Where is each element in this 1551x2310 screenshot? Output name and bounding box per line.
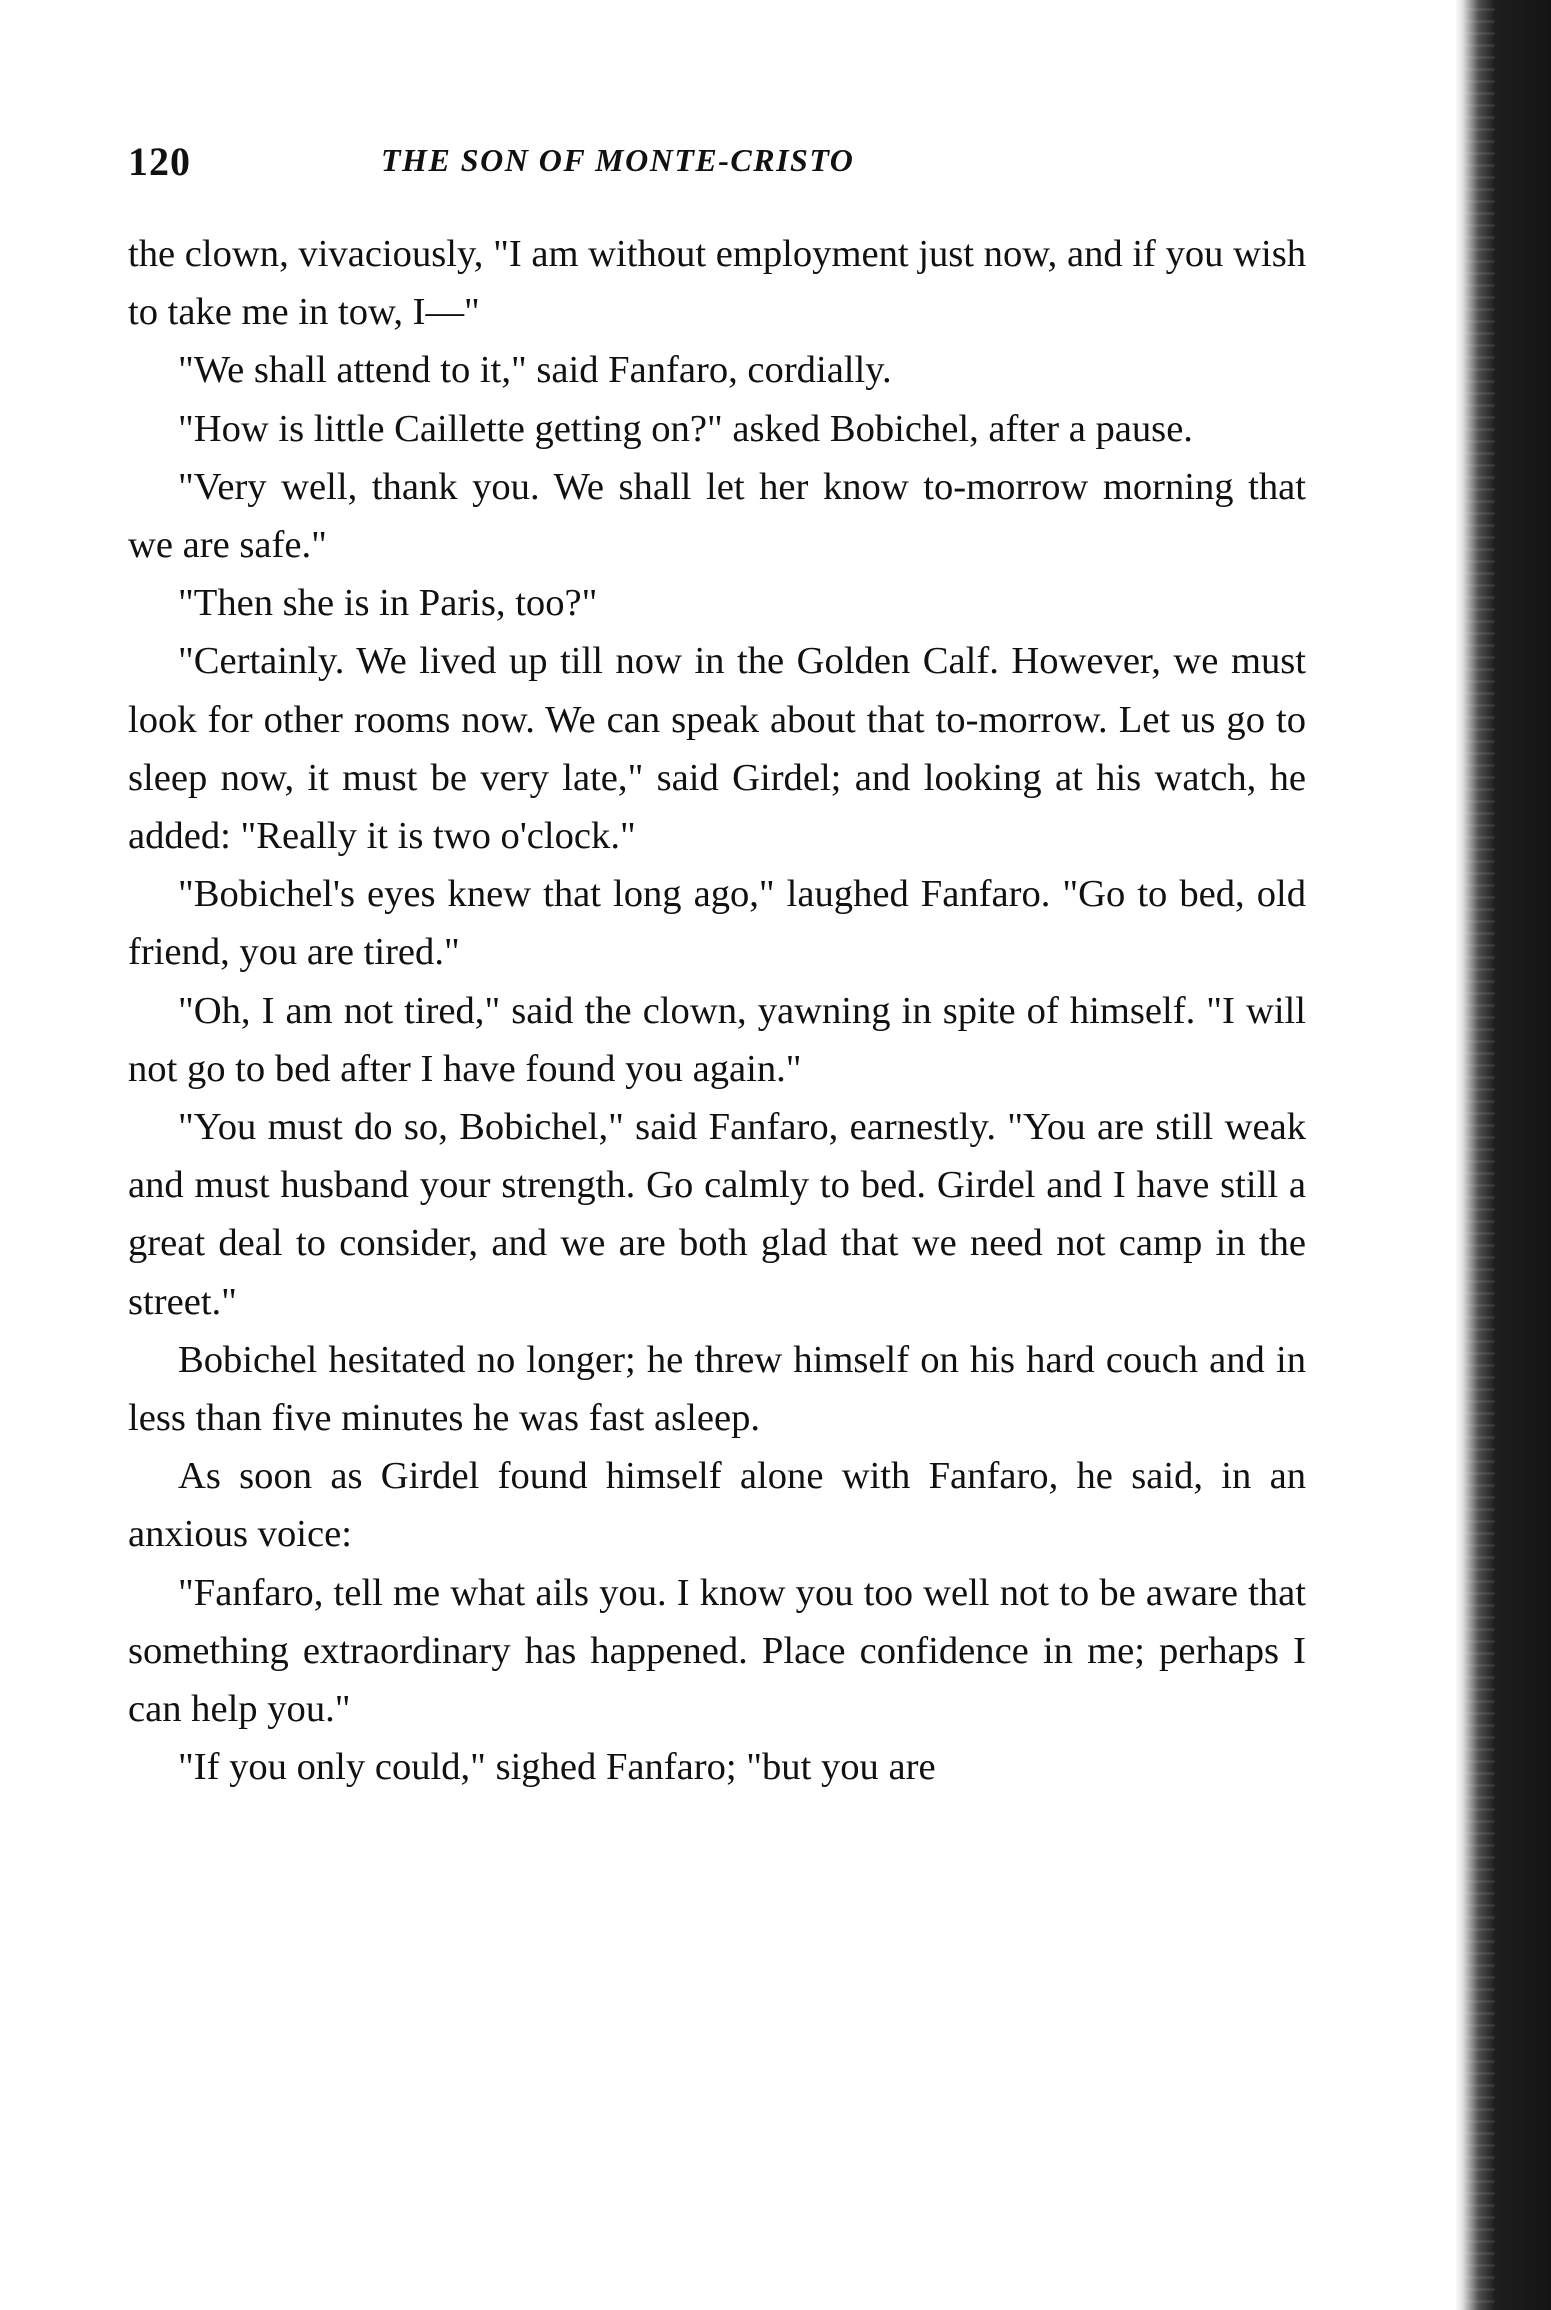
page-body (128, 225, 1306, 1796)
paragraph: "Fanfaro, tell me what ails you. I know you too well not to be aware that something extraordinary has happened. Place confidence in me; perhaps I can help you." (128, 1571, 1306, 1731)
scan-shadow-edge (1455, 0, 1551, 2310)
running-title: THE SON OF MONTE-CRISTO (381, 142, 855, 178)
page-header (128, 138, 1308, 186)
paragraph: Bobichel hesitated no longer; he threw himself on his hard couch and in less than five minutes he was fast asleep. (128, 1338, 1306, 1440)
paragraph: As soon as Girdel found himself alone with Fanfaro, he said, in an anxious voice: (128, 1455, 1306, 1556)
paragraph: "Then she is in Paris, too?" (178, 582, 598, 625)
paragraph: "Bobichel's eyes knew that long ago," laughed Fanfaro. "Go to bed, old friend, you are tired." (128, 873, 1306, 974)
paragraph: "You must do so, Bobichel," said Fanfaro, earnestly. "You are still weak and must husband your strength. Go calmly to bed. Girdel and I have still a great deal to consider, and we are both glad that we need not camp in the street." (128, 1106, 1306, 1323)
paragraph: "How is little Caillette getting on?" asked Bobichel, after a pause. (178, 407, 1193, 450)
page-number: 120 (128, 139, 191, 184)
paragraph: "We shall attend to it," said Fanfaro, cordially. (178, 349, 892, 392)
paragraph: "Certainly. We lived up till now in the Golden Calf. However, we must look for other rooms now. We can speak about that to-morrow. Let us go to sleep now, it must be very late," said Girdel; and looking at his watch, he added: "Really it is two o'clock." (128, 640, 1306, 858)
paragraph: the clown, vivaciously, "I am without employment just now, and if you wish to take me in tow, I—" (128, 233, 1306, 334)
paragraph: "Very well, thank you. We shall let her know to-morrow morning that we are safe." (128, 465, 1306, 567)
paragraph: "Oh, I am not tired," said the clown, yawning in spite of himself. "I will not go to bed after I have found you again." (128, 989, 1306, 1090)
paragraph: "If you only could," sighed Fanfaro; "but you are (178, 1746, 936, 1789)
